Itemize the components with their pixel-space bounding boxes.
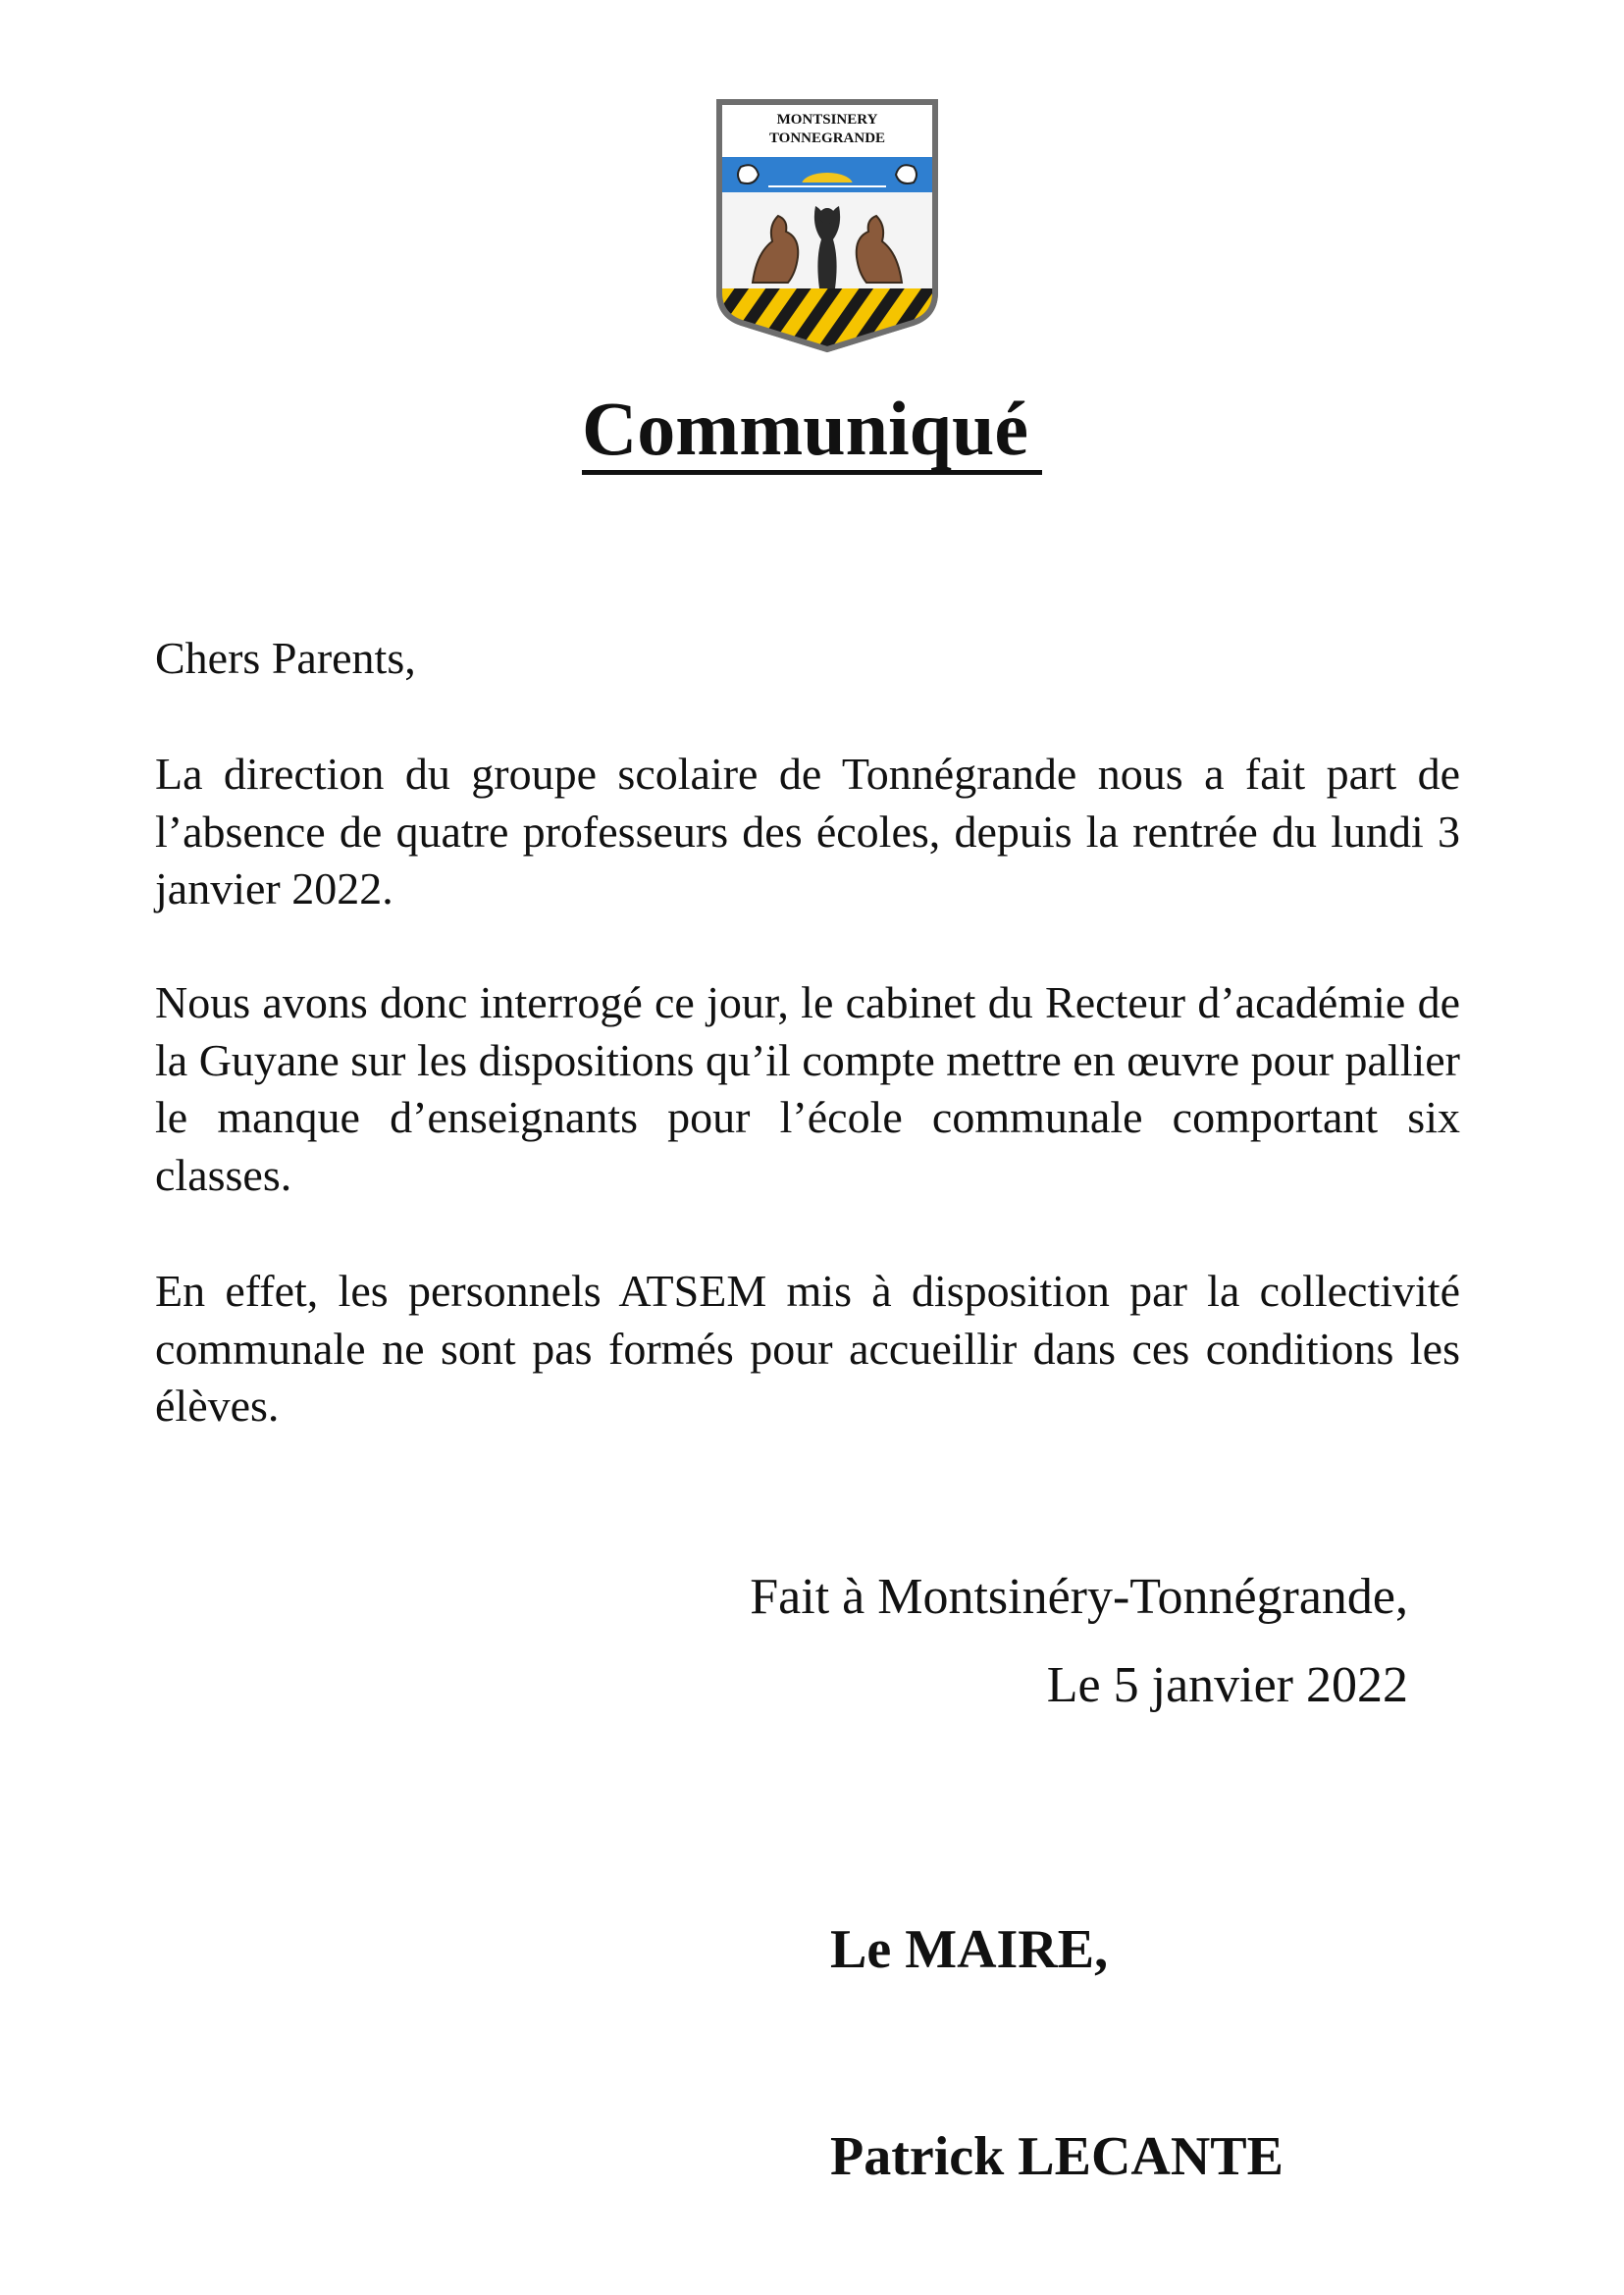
page-title [0, 385, 1624, 475]
salutation: Chers Parents, [155, 633, 416, 683]
crest-line2: TONNEGRANDE [768, 130, 886, 146]
closing-place: Fait à Montsinéry-Tonnégrande, [750, 1569, 1408, 1625]
signer-name: Patrick LECANTE [830, 2126, 1283, 2187]
signer-role: Le MAIRE, [830, 1919, 1109, 1980]
paragraph-atsem: En effet, les personnels ATSEM mis à disposition par la collectivité communale ne sont pas formés pour accueillir dans ces conditions les élèves. [155, 1266, 1460, 1431]
coat-of-arms-icon [713, 96, 941, 353]
paragraph-absence: La direction du groupe scolaire de Tonnégrande nous a fait part de l’absence de quatre professeurs des écoles, depuis la rentrée du lundi 3 janvier 2022. [155, 749, 1460, 913]
paragraph-rectorat: Nous avons donc interrogé ce jour, le cabinet du Recteur d’académie de la Guyane sur les dispositions qu’il compte mettre en œuvre pour pallier le manque d’enseignants pour l’école communale comportant six classes. [155, 977, 1460, 1200]
closing-date: Le 5 janvier 2022 [1046, 1657, 1408, 1713]
title-text: Communiqué [582, 390, 1042, 475]
crest-line1: MONTSINERY [776, 112, 878, 128]
